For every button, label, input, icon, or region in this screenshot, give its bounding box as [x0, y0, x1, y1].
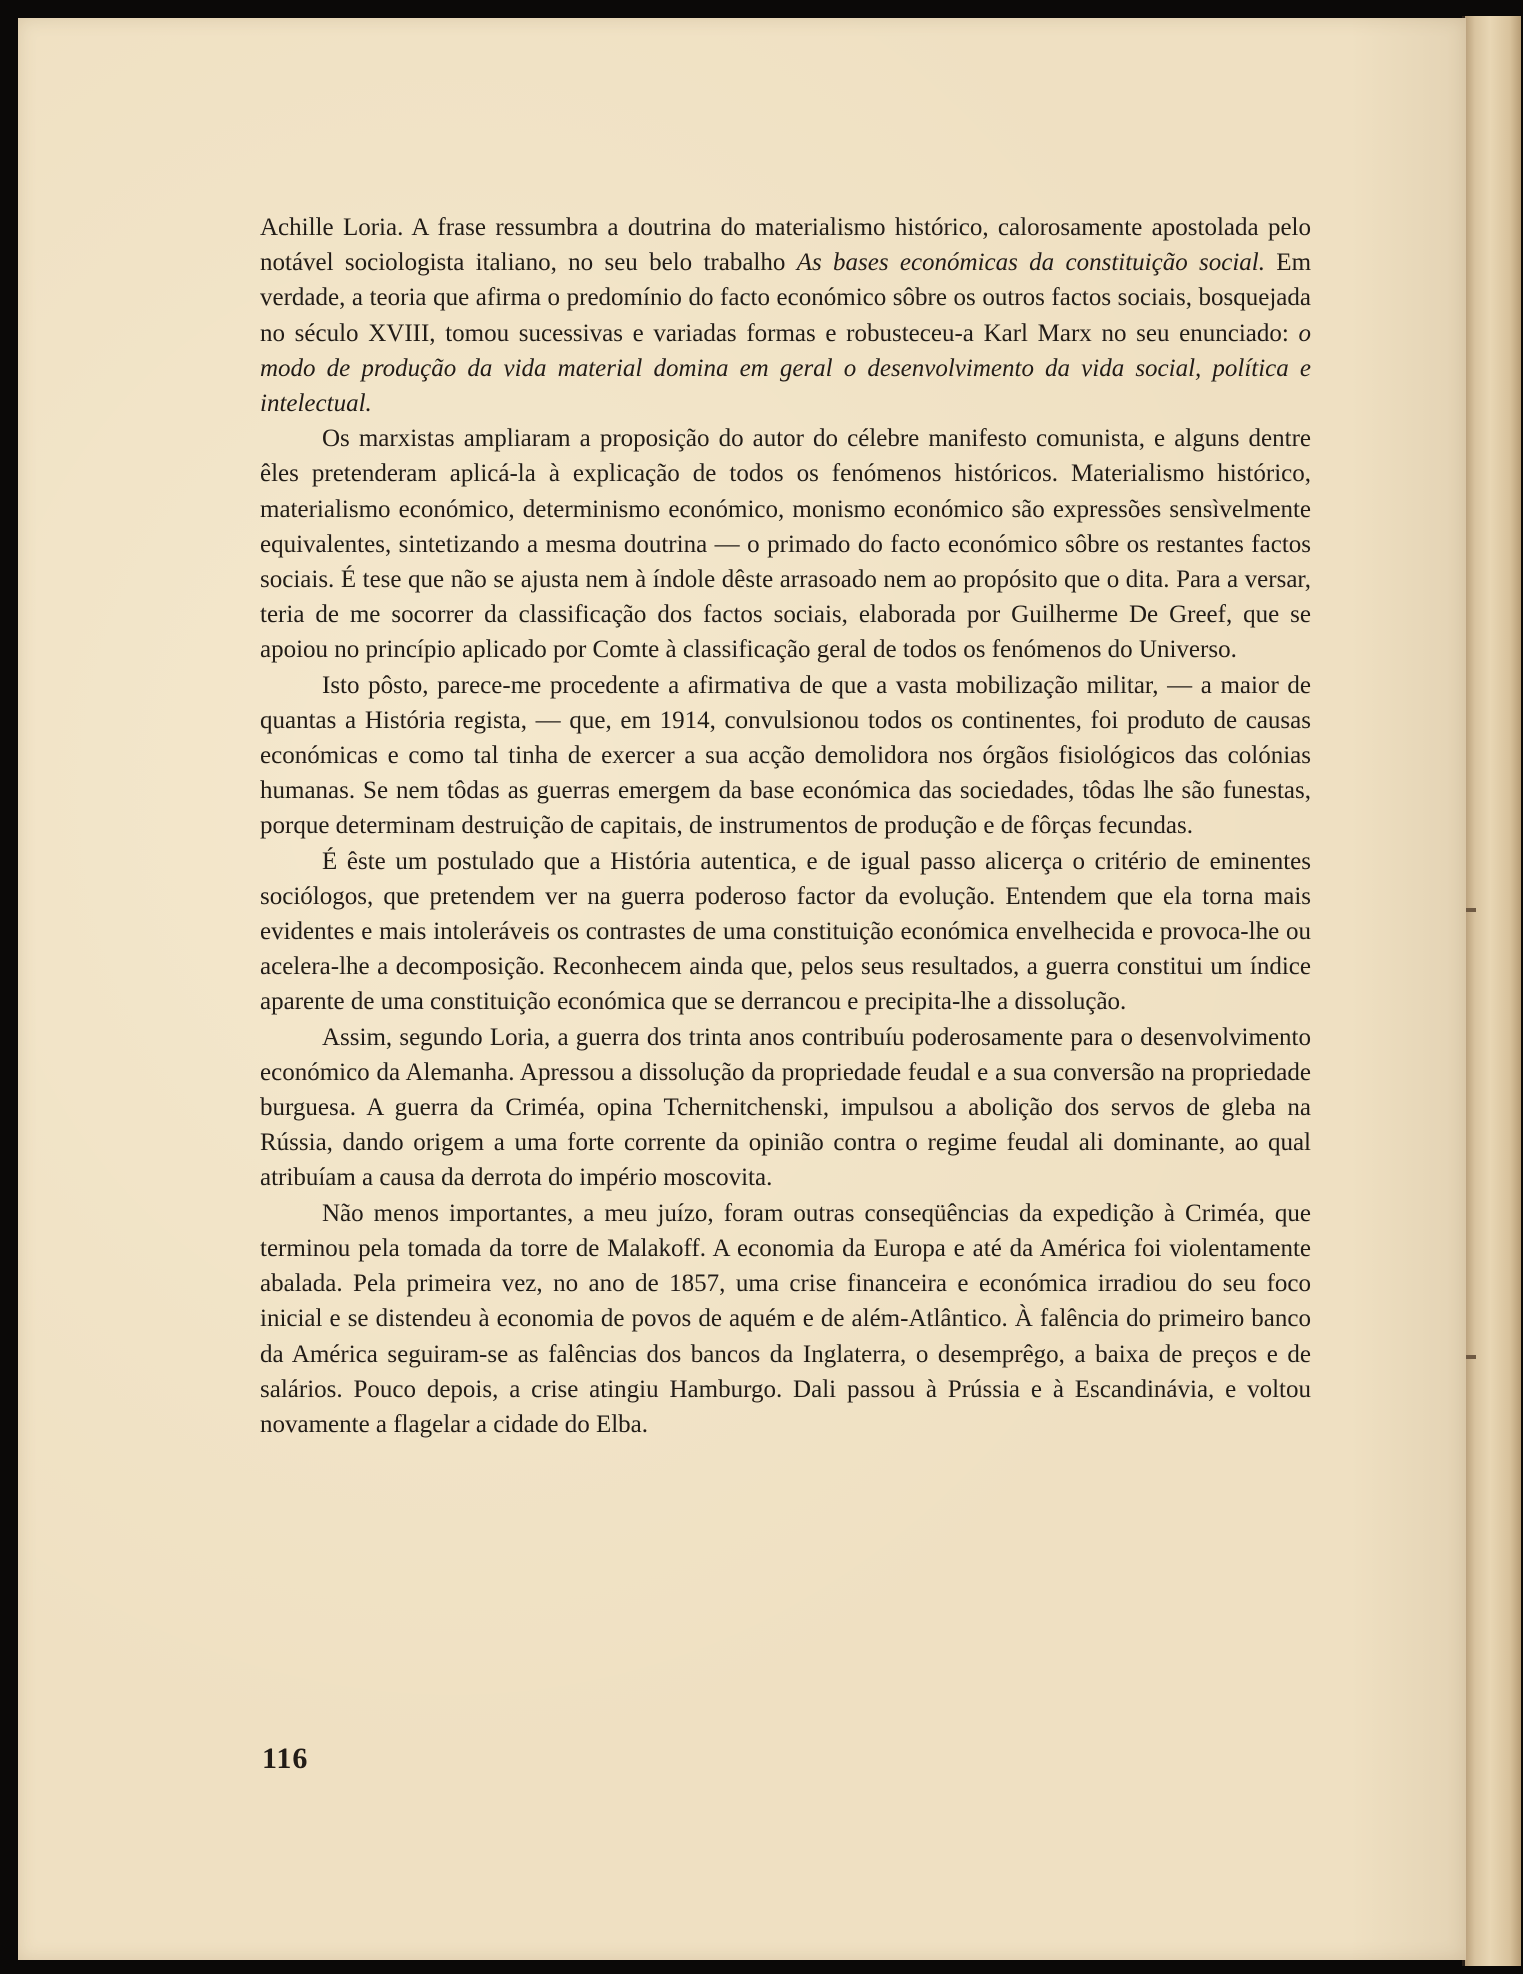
page-number: 116	[262, 1742, 309, 1775]
text-span: Achille Loria. A frase ressumbra a doutrina do materialismo histórico, calorosamente apostolada pelo notável sociologista italiano, no seu belo trabalho	[260, 214, 1311, 277]
text-span: Assim, segundo Loria, a guerra dos trinta anos contribuíu poderosamente para o desenvolvimento económico da Alemanha. Apressou a dissolução da propriedade feudal e a sua conversão na propriedade burguesa. A guerra da Criméa, opina Tchernitchenski, impulsou a abolição dos servos de gleba na Rússia, dando origem a uma forte corrente da opinião contra o regime feudal ali dominante, ao qual atribuíam a causa da derrota do império moscovita.	[260, 1023, 1311, 1192]
text-span: Os marxistas ampliaram a proposição do autor do célebre manifesto comunista, e alguns dentre êles pretenderam aplicá-la à explicação de todos os fenómenos históricos. Materialismo histórico, materialismo económico, determinismo económico, monismo económico são expressões sensìvelmente equivalentes, sintetizando a mesma doutrina — o primado do facto económico sôbre os restantes factos sociais. É tese que não se ajusta nem à índole dêste arrasoado nem ao propósito que o dita. Para a versar, teria de me socorrer da classificação dos factos sociais, elaborada por Guilherme De Greef, que se apoiou no princípio aplicado por Comte à classificação geral de todos os fenómenos do Universo.	[260, 425, 1311, 664]
paragraph	[260, 1196, 1311, 1442]
text-span: Isto pôsto, parece-me procedente a afirmativa de que a vasta mobilização militar, — a maior de quantas a História regista, — que, em 1914, convulsionou todos os continentes, foi produto de causas económicas e como tal tinha de exercer a sua acção demolidora nos órgãos fisiológicos das colónias humanas. Se nem tôdas as guerras emergem da base económica das sociedades, tôdas lhe são funestas, porque determinam destruição de capitais, de instrumentos de produção e de fôrças fecundas.	[260, 671, 1311, 840]
italic-quote: o modo de produção da vida material domina em geral o desenvolvimento da vida social, política e intelectual.	[260, 319, 1311, 418]
paragraph	[260, 421, 1311, 667]
paragraph	[260, 1020, 1311, 1196]
paragraph	[260, 210, 1311, 421]
body-text	[260, 210, 1311, 1442]
italic-title: As bases económicas da constituição social.	[796, 249, 1265, 277]
paragraph	[260, 668, 1311, 844]
next-page-edge	[1462, 16, 1521, 1966]
text-span: Em verdade, a teoria que afirma o predomínio do facto económico sôbre os outros factos sociais, bosquejada no século XVIII, tomou sucessivas e variadas formas e robusteceu-a Karl Marx no seu enunciado:	[260, 249, 1312, 347]
paragraph	[260, 844, 1311, 1020]
text-span: Não menos importantes, a meu juízo, foram outras conseqüências da expedição à Criméa, que terminou pela tomada da torre de Malakoff. A economia da Europa e até da América foi violentamente abalada. Pela primeira vez, no ano de 1857, uma crise financeira e económica irradiou do seu foco inicial e se distendeu à economia de povos de aquém e de além-Atlântico. À falência do primeiro banco da América seguiram-se as falências dos bancos da Inglaterra, o desemprêgo, a baixa de preços e de salários. Pouco depois, a crise atingiu Hamburgo. Dali passou à Prússia e à Escandinávia, e voltou novamente a flagelar a cidade do Elba.	[260, 1199, 1311, 1438]
text-span: É êste um postulado que a História autentica, e de igual passo alicerça o critério de eminentes sociólogos, que pretendem ver na guerra poderoso factor da evolução. Entendem que ela torna mais evidentes e mais intoleráveis os contrastes de uma constituição económica envelhecida e provoca-lhe ou acelera-lhe a decomposição. Reconhecem ainda que, pelos seus resultados, a guerra constitui um índice aparente de uma constituição económica que se derrancou e precipita-lhe a dissolução.	[260, 847, 1311, 1016]
